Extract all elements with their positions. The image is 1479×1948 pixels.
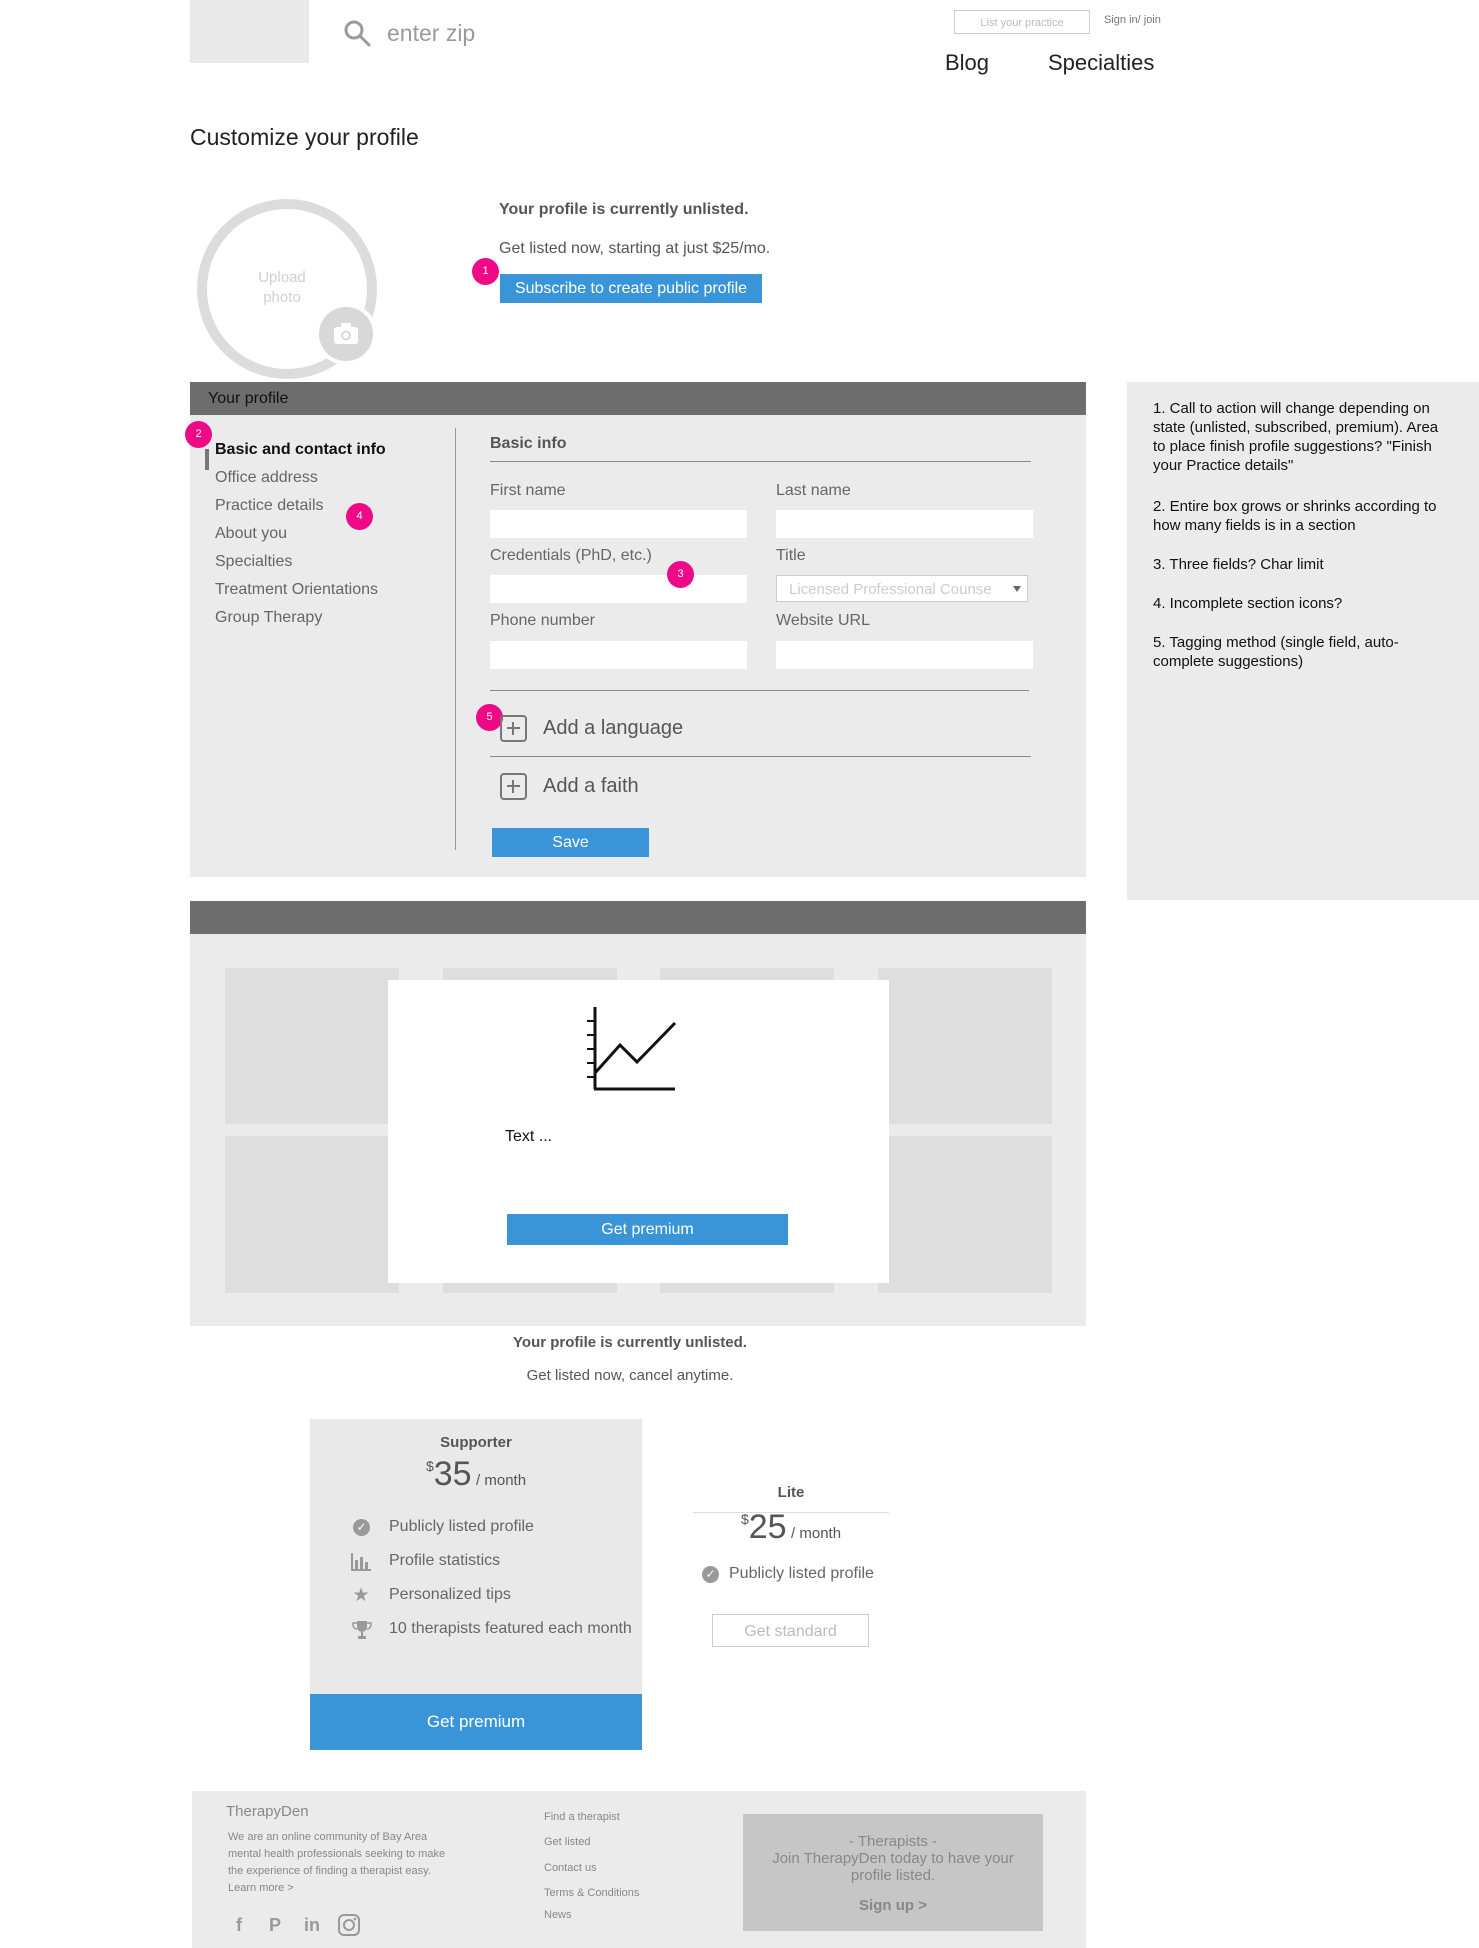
sidebar-item-practice-details[interactable]: Practice details xyxy=(215,497,324,514)
sign-up-link[interactable]: Sign up > xyxy=(859,1897,927,1914)
plan-feature: Publicly listed profile xyxy=(729,1565,874,1582)
star-icon: ★ xyxy=(352,1585,370,1606)
facebook-icon[interactable]: f xyxy=(236,1915,242,1935)
placeholder-tile xyxy=(878,1136,1052,1293)
active-section-marker xyxy=(205,449,209,470)
trophy-icon xyxy=(352,1620,372,1640)
annotation-badge-3: 3 xyxy=(667,561,694,588)
footer-brand: TherapyDen xyxy=(226,1803,309,1820)
last-name-field[interactable] xyxy=(776,510,1033,538)
placeholder-tile xyxy=(225,968,399,1124)
linkedin-icon[interactable]: in xyxy=(304,1915,320,1935)
chevron-down-icon xyxy=(1013,586,1021,592)
annotation-badge-2: 2 xyxy=(185,421,212,448)
footer-description: We are an online community of Bay Area mental health professionals seeking to make the experience of finding a therapist easy. Learn more > xyxy=(228,1831,446,1894)
search-icon xyxy=(343,19,371,47)
annotation-badge-1: 1 xyxy=(472,258,499,285)
plan-feature: Personalized tips xyxy=(389,1586,511,1603)
sidebar-item-office-address[interactable]: Office address xyxy=(215,469,318,486)
plans-title: Your profile is currently unlisted. xyxy=(513,1334,747,1351)
annotation-note-2: 2. Entire box grows or shrinks according to how many fields is in a section xyxy=(1153,498,1437,534)
check-icon: ✓ xyxy=(353,1519,370,1536)
plan-feature: Profile statistics xyxy=(389,1552,501,1569)
panel-divider xyxy=(455,428,456,850)
phone-field[interactable] xyxy=(490,641,747,669)
first-name-field[interactable] xyxy=(490,510,747,538)
modal-text: Text ... xyxy=(505,1128,553,1145)
basic-info-title: Basic info xyxy=(490,435,567,452)
footer-link-get-listed[interactable]: Get listed xyxy=(544,1836,591,1848)
profile-status-title: Your profile is currently unlisted. xyxy=(499,201,749,218)
footer-link-find-therapist[interactable]: Find a therapist xyxy=(544,1811,620,1823)
list-practice-button[interactable]: List your practice xyxy=(954,10,1090,34)
premium-section-header xyxy=(190,901,1086,934)
annotation-badge-4: 4 xyxy=(346,503,373,530)
plan-feature: 10 therapists featured each month xyxy=(389,1620,632,1637)
add-faith-icon[interactable] xyxy=(500,773,527,800)
title-select[interactable]: Licensed Professional Counse xyxy=(776,575,1028,602)
website-label: Website URL xyxy=(776,612,870,629)
bar-chart-icon xyxy=(351,1553,371,1571)
nav-specialties-link[interactable]: Specialties xyxy=(1048,50,1155,75)
profile-status-subtitle: Get listed now, starting at just $25/mo. xyxy=(499,240,771,257)
plan-name: Supporter xyxy=(440,1434,512,1451)
credentials-field[interactable] xyxy=(490,575,747,603)
logo-placeholder[interactable] xyxy=(190,0,309,63)
placeholder-tile xyxy=(225,1136,399,1293)
line-chart-icon xyxy=(585,1005,677,1091)
annotation-badge-5: 5 xyxy=(476,704,503,731)
get-standard-button[interactable]: Get standard xyxy=(712,1614,869,1647)
annotation-note-3: 3. Three fields? Char limit xyxy=(1153,556,1324,573)
cta-text: - Therapists - Join TherapyDen today to have your profile listed. xyxy=(772,1833,1014,1884)
plan-price: $35 / month xyxy=(425,1455,527,1493)
page-title: Customize your profile xyxy=(190,124,419,150)
footer-link-terms[interactable]: Terms & Conditions xyxy=(544,1887,640,1899)
upload-photo-label: Upload photo xyxy=(258,269,306,306)
plan-price: $25 / month xyxy=(740,1508,842,1546)
get-premium-modal-button[interactable]: Get premium xyxy=(507,1214,788,1245)
phone-label: Phone number xyxy=(490,612,595,629)
plan-feature: Publicly listed profile xyxy=(389,1518,534,1535)
footer-link-news[interactable]: News xyxy=(544,1909,572,1921)
annotation-note-5: 5. Tagging method (single field, auto-complete suggestions) xyxy=(1153,634,1399,670)
plan-name: Lite xyxy=(777,1484,805,1501)
annotation-note-4: 4. Incomplete section icons? xyxy=(1153,595,1343,612)
sign-in-link[interactable]: Sign in/ join xyxy=(1104,14,1161,26)
annotation-note-1: 1. Call to action will change depending on state (unlisted, subscribed, premium). Area to place finish profile suggestions? "Finish your Practice details" xyxy=(1153,400,1439,474)
add-faith-button[interactable]: Add a faith xyxy=(543,775,639,797)
camera-icon[interactable] xyxy=(315,303,377,365)
divider xyxy=(490,756,1031,757)
save-button[interactable]: Save xyxy=(492,828,649,857)
get-premium-button[interactable]: Get premium xyxy=(310,1694,642,1750)
placeholder-tile xyxy=(878,968,1052,1124)
add-language-icon[interactable] xyxy=(500,715,527,742)
title-label: Title xyxy=(776,547,806,564)
first-name-label: First name xyxy=(490,482,566,499)
sidebar-item-basic-contact[interactable]: Basic and contact info xyxy=(215,441,386,458)
sidebar-item-about-you[interactable]: About you xyxy=(215,525,288,542)
zip-search-input[interactable] xyxy=(385,14,609,52)
footer-link-contact[interactable]: Contact us xyxy=(544,1862,597,1874)
website-field[interactable] xyxy=(776,641,1033,669)
check-icon: ✓ xyxy=(702,1566,719,1583)
subscribe-button[interactable]: Subscribe to create public profile xyxy=(500,274,762,303)
sidebar-item-group-therapy[interactable]: Group Therapy xyxy=(215,609,323,626)
nav-blog-link[interactable]: Blog xyxy=(945,50,990,75)
profile-panel-header: Your profile xyxy=(190,382,1086,415)
instagram-icon[interactable] xyxy=(336,1912,362,1938)
divider xyxy=(490,461,1031,462)
add-language-button[interactable]: Add a language xyxy=(543,717,684,739)
plans-subtitle: Get listed now, cancel anytime. xyxy=(526,1367,734,1384)
last-name-label: Last name xyxy=(776,482,851,499)
credentials-label: Credentials (PhD, etc.) xyxy=(490,547,652,564)
divider xyxy=(490,690,1029,691)
pinterest-icon[interactable]: P xyxy=(268,1915,281,1935)
sidebar-item-specialties[interactable]: Specialties xyxy=(215,553,293,570)
sidebar-item-treatment-orientations[interactable]: Treatment Orientations xyxy=(215,581,379,598)
